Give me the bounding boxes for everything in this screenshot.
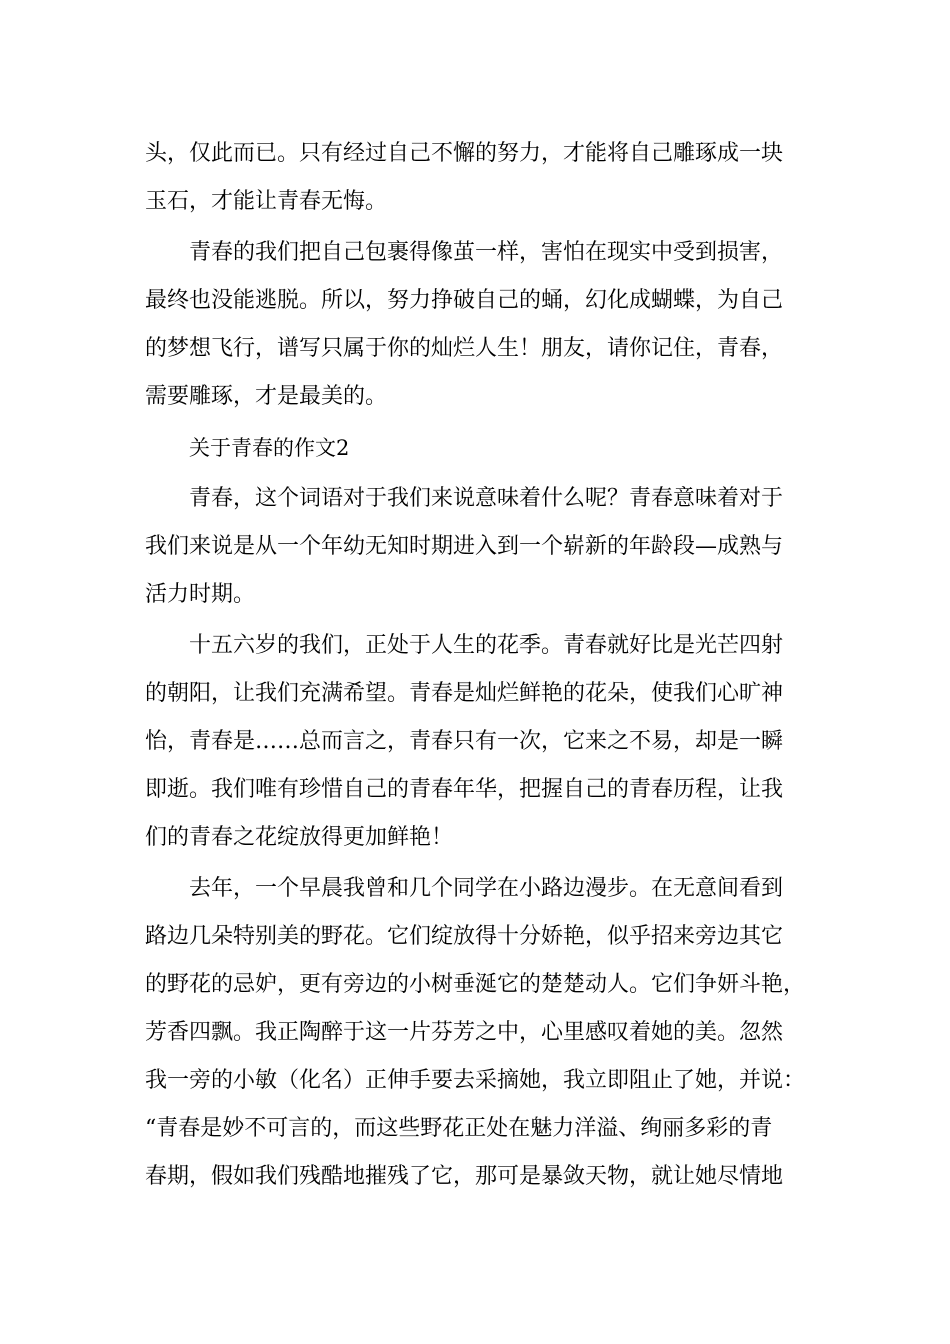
text-line: 春期，假如我们残酷地摧残了它，那可是暴敛天物，就让她尽情地 <box>145 1164 784 1189</box>
text-line: 怡，青春是……总而言之，青春只有一次，它来之不易，却是一瞬 <box>145 729 784 754</box>
paragraph <box>145 229 815 421</box>
text-line: 活力时期。 <box>145 582 256 607</box>
text-line: 们的青春之花绽放得更加鲜艳！ <box>145 825 454 850</box>
text-line: 玉石，才能让青春无悔。 <box>145 189 388 214</box>
text-line: 的野花的忌妒，更有旁边的小树垂涎它的楚楚动人。它们争妍斗艳， <box>145 972 806 997</box>
text-line: 的梦想飞行，谱写只属于你的灿烂人生！朋友，请你记住，青春， <box>145 336 784 361</box>
text-line: “青春是妙不可言的，而这些野花正处在魅力洋溢、绚丽多彩的青 <box>145 1116 773 1141</box>
document-body <box>145 130 815 1201</box>
paragraph <box>145 865 815 1201</box>
text-line: 的朝阳，让我们充满希望。青春是灿烂鲜艳的花朵，使我们心旷神 <box>145 681 784 706</box>
text-line: 我们来说是从一个年幼无知时期进入到一个崭新的年龄段—成熟与 <box>145 534 784 559</box>
text-line: 即逝。我们唯有珍惜自己的青春年华，把握自己的青春历程，让我 <box>145 777 784 802</box>
text-line: 头，仅此而已。只有经过自己不懈的努力，才能将自己雕琢成一块 <box>145 141 784 166</box>
section-heading <box>145 424 815 472</box>
text-line: 芳香四飘。我正陶醉于这一片芬芳之中，心里感叹着她的美。忽然 <box>145 1020 784 1045</box>
heading-text: 关于青春的作文2 <box>189 436 350 460</box>
paragraph <box>145 622 815 862</box>
text-line: 青春，这个词语对于我们来说意味着什么呢？青春意味着对于 <box>189 486 784 511</box>
paragraph-continuation <box>145 130 815 226</box>
text-line: 路边几朵特别美的野花。它们绽放得十分娇艳，似乎招来旁边其它 <box>145 924 784 949</box>
text-line: 十五六岁的我们，正处于人生的花季。青春就好比是光芒四射 <box>189 633 784 658</box>
text-line: 青春的我们把自己包裹得像茧一样，害怕在现实中受到损害， <box>189 240 784 265</box>
text-line: 我一旁的小敏（化名）正伸手要去采摘她，我立即阻止了她，并说： <box>145 1068 806 1093</box>
paragraph <box>145 475 815 619</box>
text-line: 去年，一个早晨我曾和几个同学在小路边漫步。在无意间看到 <box>189 876 784 901</box>
text-line: 最终也没能逃脱。所以，努力挣破自己的蛹，幻化成蝴蝶，为自己 <box>145 288 784 313</box>
text-line: 需要雕琢，才是最美的。 <box>145 384 388 409</box>
